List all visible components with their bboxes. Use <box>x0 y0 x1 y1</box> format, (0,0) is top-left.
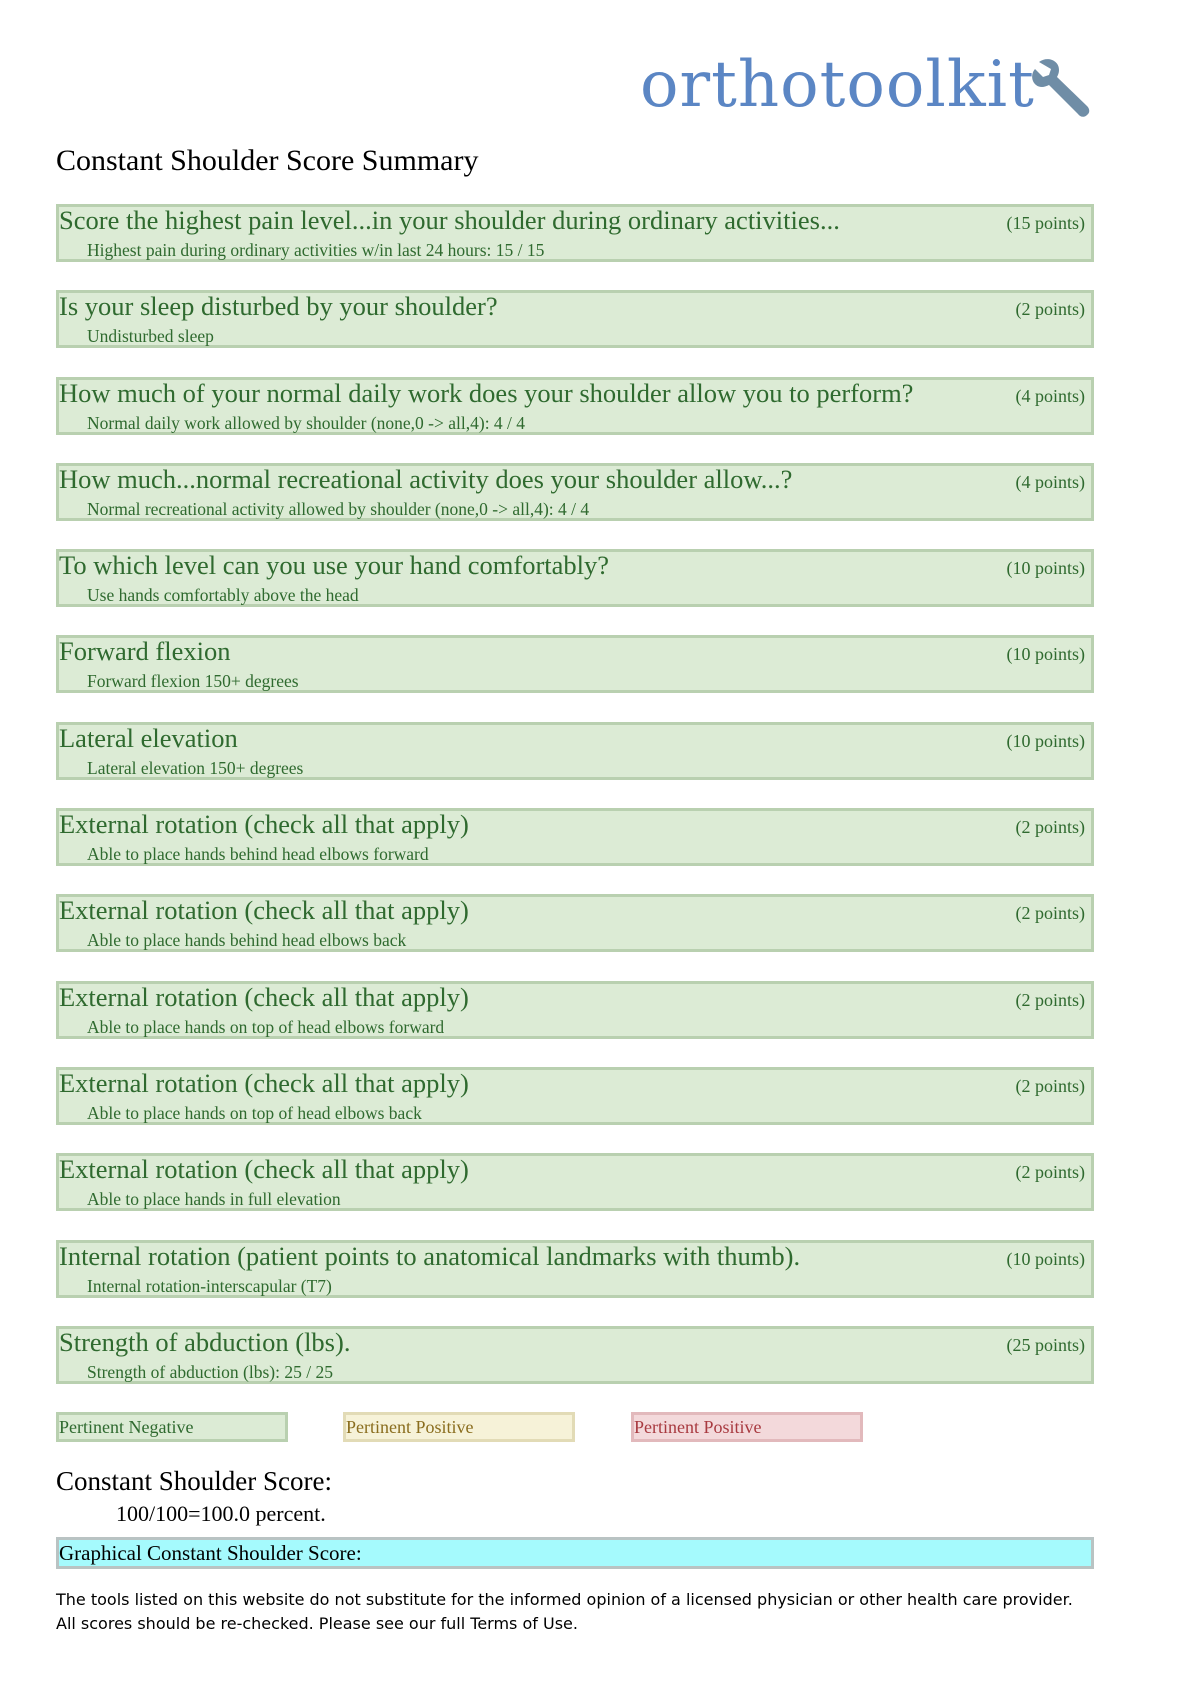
graphical-score-label: Graphical Constant Shoulder Score: <box>59 1541 362 1565</box>
score-item <box>56 635 1094 693</box>
score-item <box>56 1240 1094 1298</box>
item-points: (2 points) <box>1015 1075 1085 1096</box>
item-points: (10 points) <box>1006 730 1085 751</box>
item-question: External rotation (check all that apply) <box>59 981 469 1012</box>
item-answer: Internal rotation-interscapular (T7) <box>87 1275 332 1296</box>
score-label: Constant Shoulder Score: <box>56 1466 332 1496</box>
item-points: (10 points) <box>1006 1248 1085 1269</box>
score-item <box>56 377 1094 435</box>
page-title: Constant Shoulder Score Summary <box>56 144 479 177</box>
item-points: (2 points) <box>1015 1162 1085 1183</box>
item-question: How much...normal recreational activity does your shoulder allow...? <box>59 463 793 494</box>
item-answer: Able to place hands on top of head elbows back <box>87 1102 422 1123</box>
item-points: (4 points) <box>1015 471 1085 492</box>
score-item <box>56 722 1094 780</box>
item-question: External rotation (check all that apply) <box>59 809 469 840</box>
item-points: (4 points) <box>1015 385 1085 406</box>
item-points: (2 points) <box>1015 817 1085 838</box>
score-item <box>56 1153 1094 1211</box>
item-points: (2 points) <box>1015 299 1085 320</box>
score-item <box>56 981 1094 1039</box>
orthotoolkit-logo[interactable] <box>640 48 1095 122</box>
score-items-list <box>56 204 1094 1412</box>
legend-pertinent-positive-red: Pertinent Positive <box>631 1412 863 1442</box>
item-points: (25 points) <box>1006 1334 1085 1355</box>
item-answer: Use hands comfortably above the head <box>87 585 359 606</box>
item-answer: Able to place hands in full elevation <box>87 1189 341 1210</box>
legend-pertinent-positive-yellow: Pertinent Positive <box>343 1412 575 1442</box>
score-item <box>56 463 1094 521</box>
item-answer: Highest pain during ordinary activities w/in last 24 hours: 15 / 15 <box>87 240 545 260</box>
disclaimer-line-2: All scores should be re-checked. Please see our full Terms of Use. <box>56 1614 578 1633</box>
item-answer: Forward flexion 150+ degrees <box>87 671 299 692</box>
wrench-icon <box>1029 54 1095 120</box>
item-question: How much of your normal daily work does your shoulder allow you to perform? <box>59 377 914 408</box>
disclaimer <box>56 1588 1146 1636</box>
score-item <box>56 808 1094 866</box>
item-points: (2 points) <box>1015 989 1085 1010</box>
item-answer: Strength of abduction (lbs): 25 / 25 <box>87 1361 333 1382</box>
graphical-score-bar <box>56 1537 1094 1569</box>
score-item <box>56 1067 1094 1125</box>
score-item <box>56 204 1094 262</box>
item-answer: Able to place hands behind head elbows back <box>87 930 407 951</box>
item-question: External rotation (check all that apply) <box>59 1067 469 1098</box>
item-question: External rotation (check all that apply) <box>59 895 469 926</box>
item-question: Lateral elevation <box>59 722 238 753</box>
item-points: (10 points) <box>1006 558 1085 579</box>
score-item <box>56 1326 1094 1384</box>
score-value: 100/100=100.0 percent. <box>116 1501 326 1526</box>
item-question: Forward flexion <box>59 636 231 667</box>
score-item <box>56 549 1094 607</box>
item-answer: Lateral elevation 150+ degrees <box>87 757 304 778</box>
item-answer: Normal daily work allowed by shoulder (none,0 -> all,4): 4 / 4 <box>87 412 526 433</box>
item-points: (2 points) <box>1015 903 1085 924</box>
disclaimer-line-1: The tools listed on this website do not substitute for the informed opinion of a licensed physician or other health care provider. <box>56 1590 1073 1609</box>
item-question: Score the highest pain level...in your shoulder during ordinary activities... <box>59 205 840 235</box>
item-answer: Undisturbed sleep <box>87 326 214 347</box>
score-item <box>56 290 1094 348</box>
item-question: Internal rotation (patient points to anatomical landmarks with thumb). <box>59 1240 801 1271</box>
item-question: To which level can you use your hand comfortably? <box>59 550 610 581</box>
item-question: Is your sleep disturbed by your shoulder? <box>59 291 498 322</box>
item-question: Strength of abduction (lbs). <box>59 1326 351 1357</box>
item-points: (10 points) <box>1006 644 1085 665</box>
item-answer: Able to place hands behind head elbows forward <box>87 844 429 865</box>
item-question: External rotation (check all that apply) <box>59 1154 469 1185</box>
item-points: (15 points) <box>1006 213 1085 233</box>
score-item <box>56 894 1094 952</box>
item-answer: Normal recreational activity allowed by shoulder (none,0 -> all,4): 4 / 4 <box>87 498 590 519</box>
logo-text: orthotoolkit <box>640 48 1035 122</box>
item-answer: Able to place hands on top of head elbows forward <box>87 1016 445 1037</box>
legend-pertinent-negative: Pertinent Negative <box>56 1412 288 1442</box>
